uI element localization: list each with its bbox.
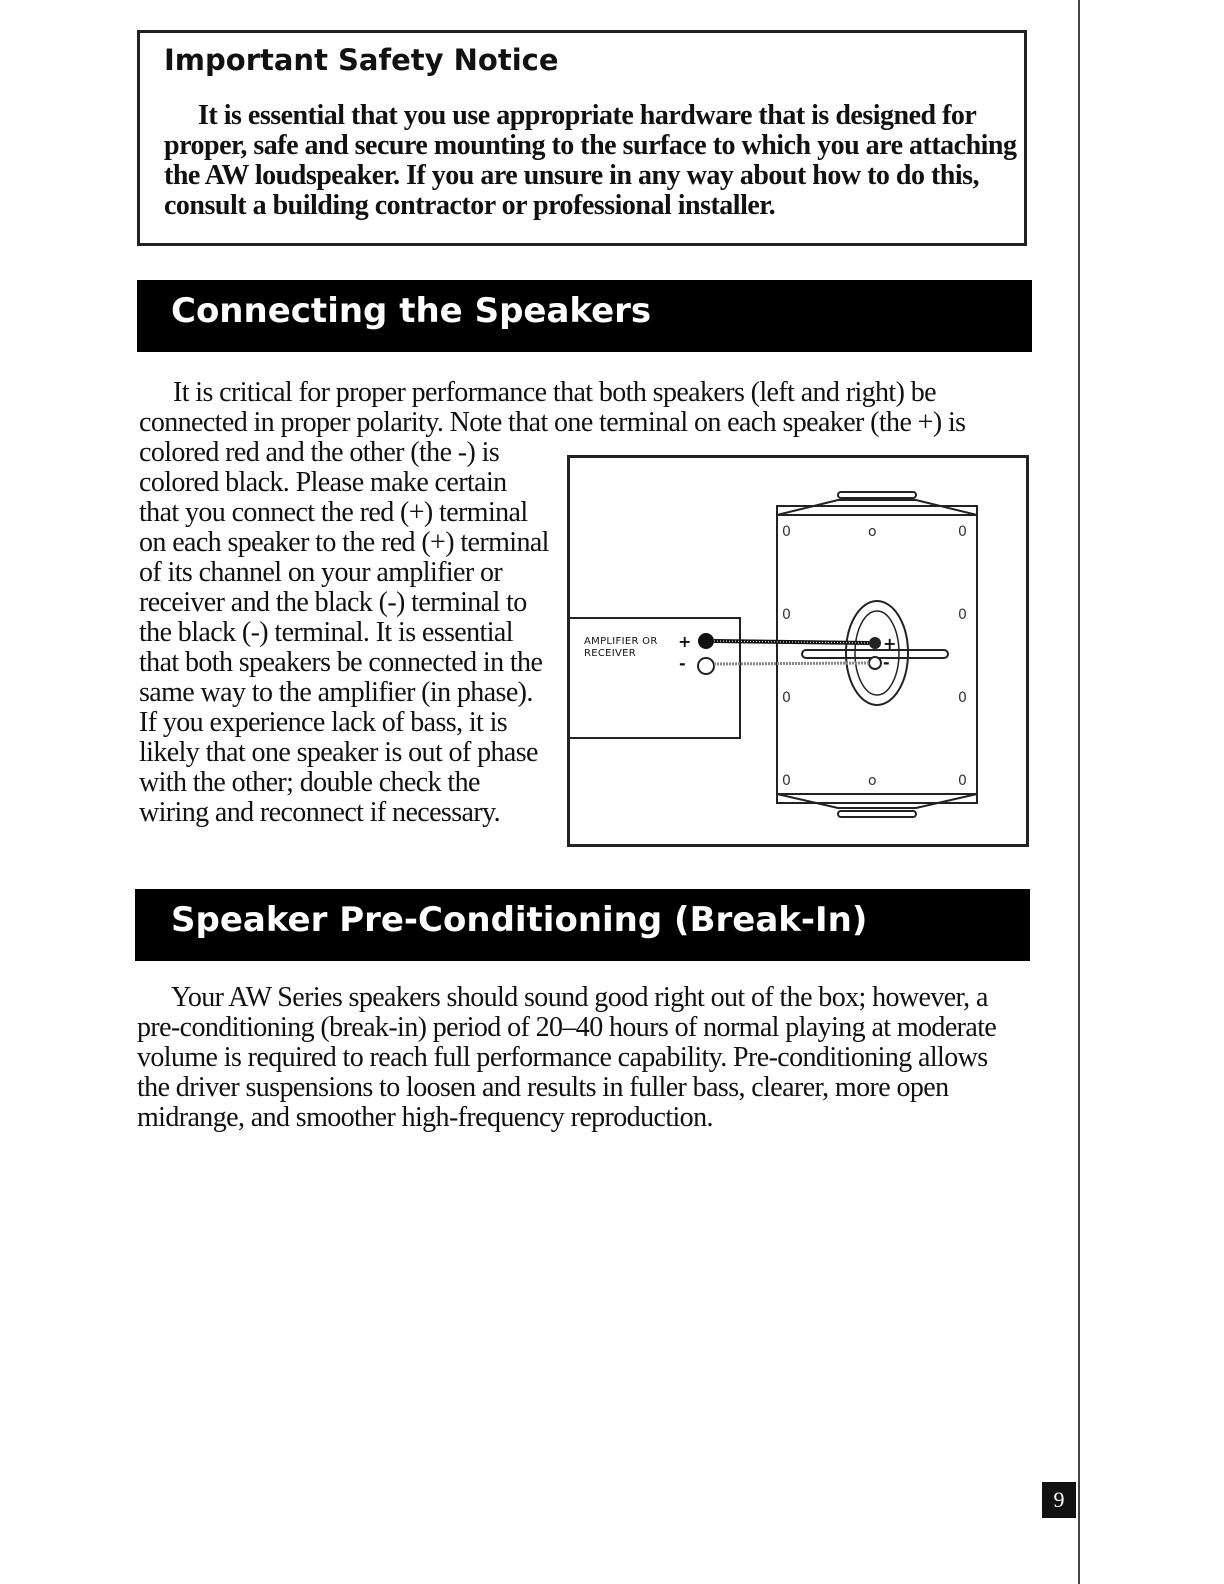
amp-minus-terminal [698, 658, 714, 674]
paragraph-line: receiver and the black (-) terminal to [139, 587, 527, 618]
paragraph-line: same way to the amplifier (in phase). [139, 677, 533, 708]
positive-wire [714, 641, 869, 643]
screw-marker: 0 [958, 607, 967, 623]
screw-marker: 0 [782, 773, 791, 789]
notice-line: It is essential that you use appropriate hardware that is designed for [198, 100, 977, 131]
speaker-wiring-diagram [567, 455, 1029, 847]
paragraph-line: the driver suspensions to loosen and results in fuller bass, clearer, more open [137, 1072, 949, 1103]
paragraph-line: colored red and the other (the -) is [139, 437, 500, 468]
safety-notice-box [137, 30, 1027, 246]
screw-marker: 0 [782, 524, 791, 540]
screw-marker: 0 [958, 773, 967, 789]
paragraph-line: wiring and reconnect if necessary. [139, 797, 501, 828]
section-heading-bar [135, 889, 1030, 961]
paragraph-line: on each speaker to the red (+) terminal [139, 527, 549, 558]
notice-line: proper, safe and secure mounting to the surface to which you are attaching [164, 130, 1017, 161]
paragraph-line: If you experience lack of bass, it is [139, 707, 508, 738]
screw-marker: o [868, 524, 877, 540]
screw-marker: 0 [958, 524, 967, 540]
section-heading-bar [137, 280, 1032, 352]
screw-marker: o [868, 773, 877, 789]
page-edge-rule [1078, 0, 1080, 1584]
amplifier-label-line: RECEIVER [584, 648, 637, 659]
section-heading-connecting: Connecting the Speakers [171, 291, 652, 331]
paragraph-line: connected in proper polarity. Note that one terminal on each speaker (the +) is [139, 407, 966, 438]
speaker-plus-terminal [869, 637, 881, 649]
page-number: 9 [1042, 1482, 1076, 1518]
amplifier-label-line: AMPLIFIER OR [584, 636, 658, 647]
paragraph-line: likely that one speaker is out of phase [139, 737, 538, 768]
amp-plus-sign: + [678, 632, 692, 651]
paragraph-line: that both speakers be connected in the [139, 647, 543, 678]
amp-plus-terminal [698, 633, 714, 649]
paragraph-line: volume is required to reach full performance capability. Pre-conditioning allows [137, 1042, 988, 1073]
notice-line: consult a building contractor or professional installer. [164, 190, 776, 221]
paragraph-line: the black (-) terminal. It is essential [139, 617, 513, 648]
paragraph-line: pre-conditioning (break-in) period of 20–40 hours of normal playing at moderate [137, 1012, 997, 1043]
speaker-plus-sign: + [883, 634, 897, 653]
speaker-top-handle [838, 492, 916, 498]
paragraph-line: of its channel on your amplifier or [139, 557, 503, 588]
paragraph-line: colored black. Please make certain [139, 467, 507, 498]
screw-marker: 0 [782, 607, 791, 623]
paragraph-line: Your AW Series speakers should sound good right out of the box; however, a [171, 982, 988, 1013]
notice-line: the AW loudspeaker. If you are unsure in any way about how to do this, [164, 160, 980, 191]
speaker-minus-sign: - [883, 653, 890, 672]
amplifier-label [584, 636, 658, 660]
screw-marker: 0 [782, 690, 791, 706]
speaker-top-cap [777, 500, 977, 515]
terminal-cup-inner [855, 611, 899, 695]
safety-notice-body [164, 100, 1017, 221]
amp-minus-sign: - [679, 654, 686, 673]
section-heading-break-in: Speaker Pre-Conditioning (Break-In) [171, 900, 868, 940]
paragraph-line: with the other; double check the [139, 767, 480, 798]
screw-marker: 0 [958, 690, 967, 706]
break-in-paragraph [137, 983, 996, 1133]
speaker-bottom-cap [777, 794, 977, 808]
paragraph-line: It is critical for proper performance that both speakers (left and right) be [173, 377, 936, 408]
safety-notice-title: Important Safety Notice [164, 43, 559, 77]
paragraph-line: that you connect the red (+) terminal [139, 497, 528, 528]
paragraph-line: midrange, and smoother high-frequency reproduction. [137, 1102, 713, 1133]
speaker-bottom-handle [838, 811, 916, 817]
speaker-minus-terminal [869, 657, 881, 669]
